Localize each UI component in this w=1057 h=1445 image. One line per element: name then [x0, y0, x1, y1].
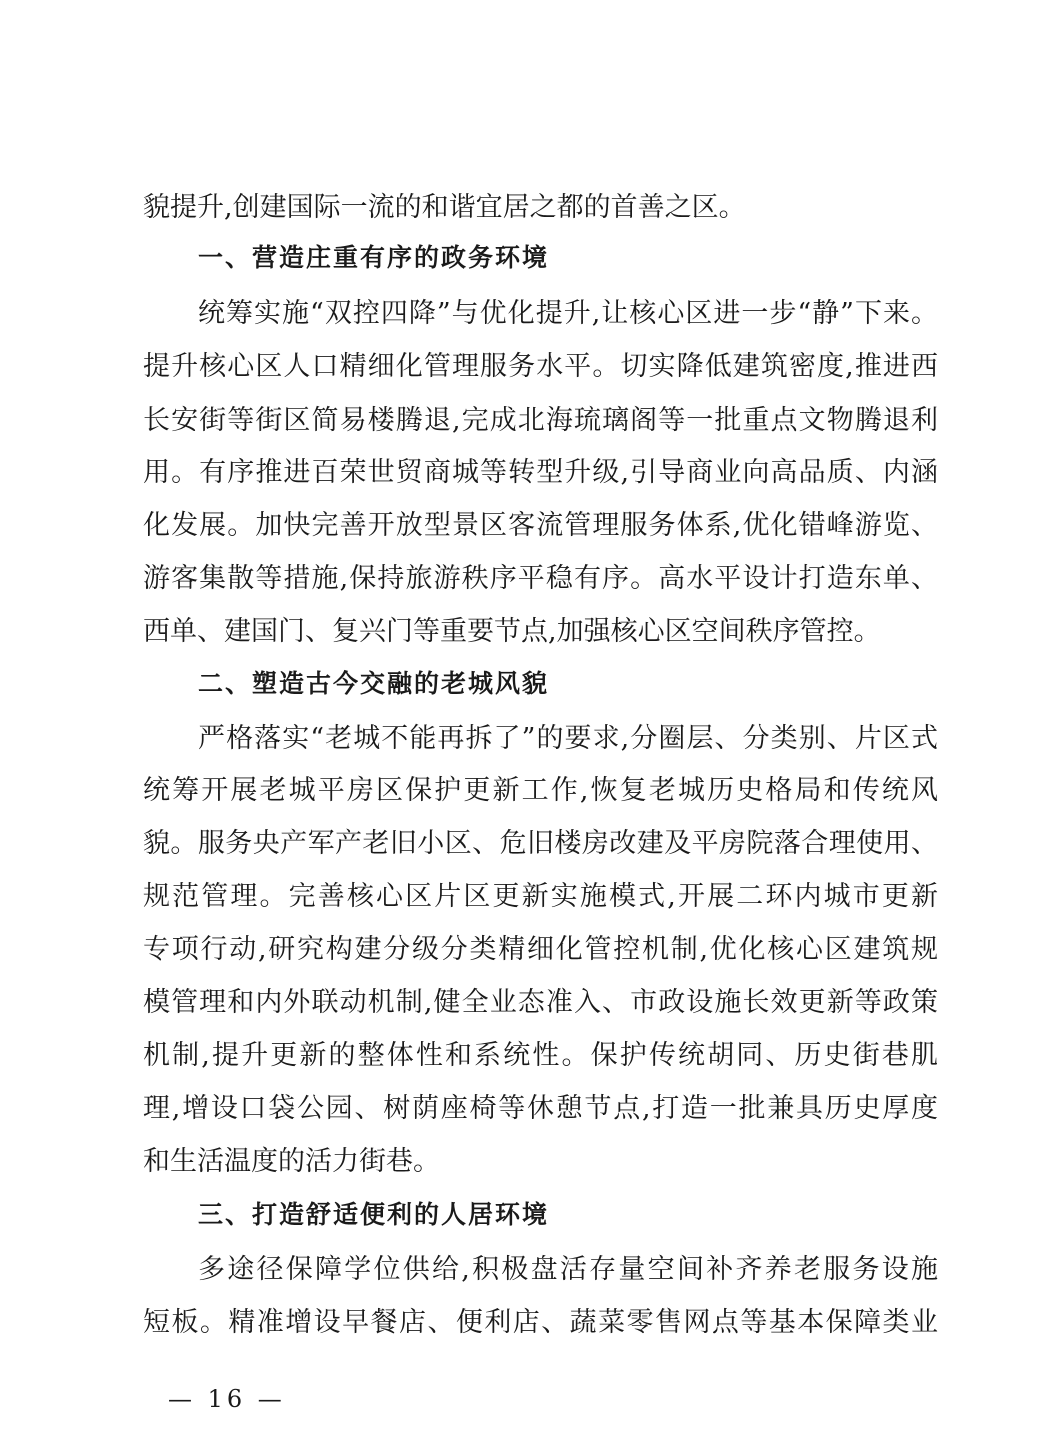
body-text-line: 貌提升,创建国际一流的和谐宜居之都的首善之区。 — [143, 192, 746, 223]
body-text-line: 严格落实“老城不能再拆了”的要求,分圈层、分类别、片区式 — [198, 723, 938, 754]
body-text-line: 多途径保障学位供给,积极盘活存量空间补齐养老服务设施 — [198, 1254, 938, 1285]
body-text-line: 规范管理。完善核心区片区更新实施模式,开展二环内城市更新 — [143, 881, 938, 912]
body-text-line: 机制,提升更新的整体性和系统性。保护传统胡同、历史街巷肌 — [143, 1040, 938, 1071]
body-text-line: 用。有序推进百荣世贸商城等转型升级,引导商业向高品质、内涵 — [143, 457, 938, 488]
body-text-line: 统筹开展老城平房区保护更新工作,恢复老城历史格局和传统风 — [143, 775, 938, 806]
body-text-line: 提升核心区人口精细化管理服务水平。切实降低建筑密度,推进西 — [143, 351, 938, 382]
section-heading-1: 一、营造庄重有序的政务环境 — [198, 243, 550, 272]
body-text-line: 专项行动,研究构建分级分类精细化管控机制,优化核心区建筑规 — [143, 934, 938, 965]
body-text-line: 西单、建国门、复兴门等重要节点,加强核心区空间秩序管控。 — [143, 616, 881, 647]
body-text-line: 长安街等街区简易楼腾退,完成北海琉璃阁等一批重点文物腾退利 — [143, 405, 938, 436]
section-heading-3: 三、打造舒适便利的人居环境 — [198, 1200, 550, 1229]
body-text-line: 统筹实施“双控四降”与优化提升,让核心区进一步“静”下来。 — [198, 298, 938, 329]
body-text-line: 化发展。加快完善开放型景区客流管理服务体系,优化错峰游览、 — [143, 510, 938, 541]
body-text-line: 和生活温度的活力街巷。 — [143, 1146, 440, 1177]
body-text-line: 模管理和内外联动机制,健全业态准入、市政设施长效更新等政策 — [143, 987, 938, 1018]
body-text-line: 理,增设口袋公园、树荫座椅等休憩节点,打造一批兼具历史厚度 — [143, 1093, 938, 1124]
body-text-line: 貌。服务央产军产老旧小区、危旧楼房改建及平房院落合理使用、 — [143, 828, 938, 859]
page-number: — 16 — — [168, 1385, 286, 1413]
body-text-line: 短板。精准增设早餐店、便利店、蔬菜零售网点等基本保障类业 — [143, 1307, 938, 1338]
body-text-line: 游客集散等措施,保持旅游秩序平稳有序。高水平设计打造东单、 — [143, 563, 938, 594]
section-heading-2: 二、塑造古今交融的老城风貌 — [198, 669, 550, 698]
